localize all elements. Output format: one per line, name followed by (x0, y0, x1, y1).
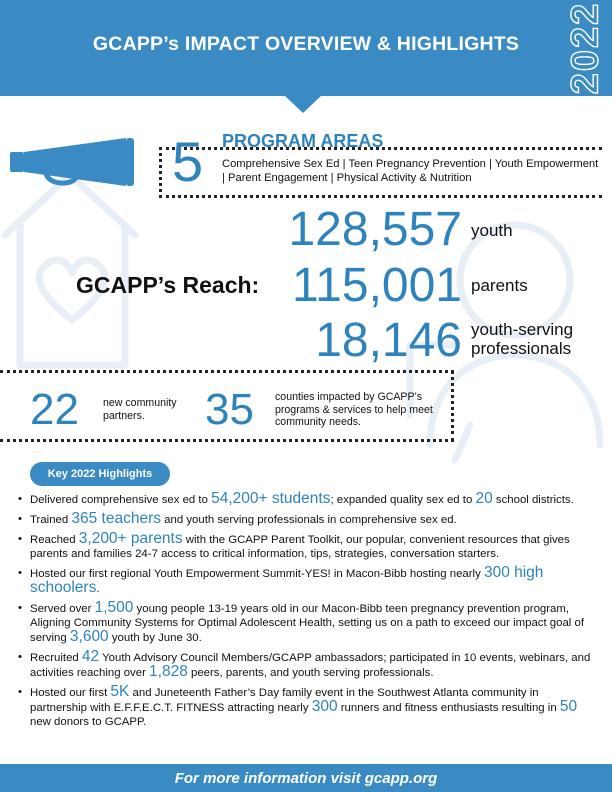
highlight-text: Reached (30, 533, 79, 546)
highlight-text: peers, parents, and youth serving professionals. (187, 667, 434, 679)
partners-label: new community partners. (103, 397, 177, 422)
highlight-text: Trained (30, 513, 72, 526)
highlights-list (18, 492, 593, 734)
page-title: GCAPP’s IMPACT OVERVIEW & HIGHLIGHTS (92, 33, 520, 55)
highlight-item (18, 509, 593, 527)
highlight-text: and youth serving professionals in comprehensive sex ed. (161, 513, 457, 526)
highlight-text: with the GCAPP Parent Toolkit, our popular, convenient resources that gives parents and families 24-7 access to critical information, tips, strategies, conversation starters. (30, 533, 570, 560)
highlight-item (18, 492, 593, 507)
program-description: Comprehensive Sex Ed | Teen Pregnancy Prevention | Youth Empowerment | Parent Engagement | Physical Activity & Nutrition (222, 158, 599, 184)
highlight-text: runners and fitness enthusiasts resulting in (337, 702, 560, 714)
highlight-stat: 50 (559, 698, 578, 715)
highlight-text: ; expanded quality sex ed to (330, 494, 476, 506)
header-banner (0, 0, 612, 96)
highlight-text: Hosted our first regional Youth Empowerment Summit-YES! in Macon-Bibb hosting nearly (30, 567, 484, 580)
highlight-item (18, 647, 593, 680)
reach-parents-number: 115,001 (292, 259, 462, 312)
footer-text: For more information visit gcapp.org (174, 770, 438, 787)
highlight-text: and Juneteenth Father’s Day family event in the Southwest Atlanta community in partnership with E.F.F.E.C.T. FITNESS attracting nearly (30, 686, 539, 714)
highlight-text: Served over (30, 602, 95, 615)
highlight-stat: 42 (81, 647, 100, 665)
highlight-item (18, 529, 593, 561)
footer-banner (0, 764, 612, 792)
highlight-stat: 1,500 (94, 598, 134, 616)
header-pointer (285, 96, 321, 113)
program-count: 5 (172, 130, 204, 193)
highlights-heading: Key 2022 Highlights (30, 462, 170, 486)
highlight-stat: 365 teachers (71, 509, 161, 527)
highlight-item (18, 563, 593, 596)
highlight-text: new donors to GCAPP. (30, 716, 147, 729)
year-label: 2022 (564, 1, 607, 95)
highlight-text: Hosted our first (30, 686, 111, 699)
reach-professionals-number: 18,146 (315, 314, 462, 367)
partners-number: 22 (30, 385, 79, 434)
counties-number: 35 (205, 385, 254, 434)
highlight-stat: 3,600 (69, 628, 109, 645)
highlight-item (18, 682, 593, 730)
highlight-text: youth by June 30. (108, 632, 202, 644)
highlight-text: school districts. (492, 494, 574, 506)
highlight-text: Recruited (30, 651, 82, 664)
highlight-stat: 5K (110, 682, 130, 700)
highlight-stat: 3,200+ parents (78, 529, 183, 547)
reach-youth-label: youth (471, 221, 513, 240)
highlight-text: young people 13-19 years old in our Macon-Bibb teen pregnancy prevention program, Aligning Community Systems for Optimal Adolescent Health, setting us on a path to exceed our impact goal of serving (30, 602, 584, 644)
highlight-text: . (96, 582, 100, 595)
megaphone-icon (6, 138, 136, 188)
highlight-stat: 1,828 (149, 663, 188, 680)
highlight-stat: 300 (311, 698, 338, 715)
highlight-stat: 54,200+ students (211, 490, 331, 507)
highlight-stat: 20 (475, 490, 493, 507)
reach-label: GCAPP’s Reach: (76, 272, 260, 298)
highlight-text: Delivered comprehensive sex ed to (30, 494, 212, 506)
reach-professionals-label: youth-serving professionals (471, 320, 574, 358)
reach-parents-label: parents (471, 276, 528, 295)
reach-youth-number: 128,557 (288, 203, 462, 256)
highlight-text: Youth Advisory Council Members/GCAPP ambassadors; participated in 10 events, webinars, and activities reaching over (30, 651, 591, 679)
program-title: PROGRAM AREAS (222, 131, 384, 151)
highlight-item (18, 598, 593, 646)
highlight-stat: 300 high schoolers (30, 563, 544, 596)
counties-label: counties impacted by GCAPP’s programs & services to help meet community needs. (275, 391, 433, 428)
